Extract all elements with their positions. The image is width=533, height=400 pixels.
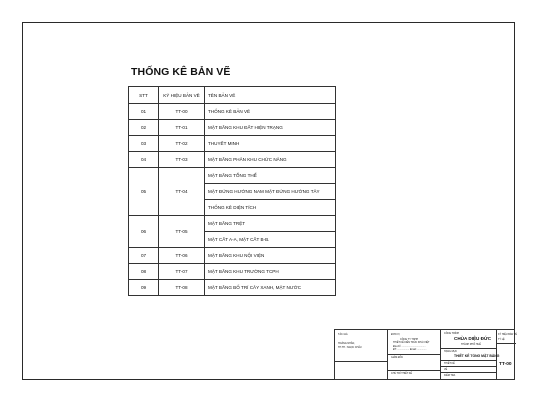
cell-stt: 06 xyxy=(129,216,159,248)
cell-drawing-name: THỐNG KÊ DIỆN TÍCH xyxy=(205,200,336,216)
header-drawing-name: TÊN BẢN VẼ xyxy=(205,87,336,104)
table-row xyxy=(129,120,336,136)
phase-label: HẠNG MỤC xyxy=(444,350,458,353)
cell-drawing-code: TT-02 xyxy=(159,136,205,152)
cell-drawing-name: MẶT ĐỨNG HƯỚNG NAM MẶT ĐỨNG HƯỚNG TÂY xyxy=(205,184,336,200)
title-block xyxy=(334,329,515,380)
phase-name: THIẾT KẾ TỔNG MẶT BẰNG xyxy=(454,354,500,358)
project-location: THÀNH PHỐ HUẾ xyxy=(461,343,481,346)
company-name-1: CÔNG TY TNHH xyxy=(400,338,419,341)
table-row xyxy=(129,264,336,280)
cell-stt: 02 xyxy=(129,120,159,136)
cell-drawing-name: MẶT BẰNG BỐ TRÍ CÂY XANH, MẶT NƯỚC xyxy=(205,280,336,296)
cell-stt: 01 xyxy=(129,104,159,120)
cell-drawing-name: MẶT BẰNG KHU ĐẤT HIỆN TRẠNG xyxy=(205,120,336,136)
title-block-company-col xyxy=(388,330,441,379)
cell-stt: 03 xyxy=(129,136,159,152)
drawing-code-label: KÝ HIỆU BẢN VẼ xyxy=(498,333,517,336)
project-label: CÔNG TRÌNH xyxy=(444,332,460,335)
table-header-row xyxy=(129,87,336,104)
cell-stt: 05 xyxy=(129,168,159,216)
cell-drawing-code: TT-08 xyxy=(159,280,205,296)
project-name: CHÙA DIỆU ĐỨC xyxy=(454,336,492,341)
page-title: THỐNG KÊ BẢN VẼ xyxy=(131,66,231,78)
cell-drawing-name: THUYẾT MINH xyxy=(205,136,336,152)
drawing-index-table xyxy=(128,86,336,296)
cell-stt: 07 xyxy=(129,248,159,264)
drawing-code: TT-00 xyxy=(499,362,512,367)
cell-drawing-name: THỐNG KÊ BẢN VẼ xyxy=(205,104,336,120)
cell-drawing-code: TT-03 xyxy=(159,152,205,168)
design-row-label: THIẾT KẾ xyxy=(444,362,455,365)
table-row xyxy=(129,104,336,120)
title-block-project-col xyxy=(441,330,500,379)
cell-drawing-name: MẶT BẰNG KHU NỘI VIỆN xyxy=(205,248,336,264)
tb-divider xyxy=(441,372,496,373)
cell-drawing-code: TT-00 xyxy=(159,104,205,120)
tb-divider xyxy=(388,354,440,355)
table-row xyxy=(129,152,336,168)
table-row xyxy=(129,248,336,264)
tb-divider xyxy=(335,361,387,362)
author-name-1: HOÀNG NHÂN, xyxy=(338,342,355,345)
table-row xyxy=(129,168,336,184)
cell-stt: 09 xyxy=(129,280,159,296)
cell-stt: 08 xyxy=(129,264,159,280)
cell-drawing-name: MẶT BẰNG TRỆT xyxy=(205,216,336,232)
tb-divider xyxy=(441,366,496,367)
cell-drawing-code: TT-05 xyxy=(159,216,205,248)
check-row-label: KIỂM TRA xyxy=(444,374,456,377)
cell-drawing-code: TT-07 xyxy=(159,264,205,280)
company-info-1: Địa chỉ: .................................... xyxy=(393,345,426,348)
author-name-2: TH.TH.: NGỌC CHÂU xyxy=(338,346,362,349)
table-row xyxy=(129,216,336,232)
header-drawing-code: KÝ HIỆU BẢN VẼ xyxy=(159,87,205,104)
cell-drawing-name: MẶT CẮT A-A, MẶT CẮT B-B. xyxy=(205,232,336,248)
tb-divider xyxy=(388,370,440,371)
cell-drawing-code: TT-04 xyxy=(159,168,205,216)
company-label: ĐƠN VỊ xyxy=(391,333,400,336)
tb-divider xyxy=(497,343,516,344)
title-block-author-col xyxy=(335,330,388,379)
header-stt: STT xyxy=(129,87,159,104)
table-row xyxy=(129,280,336,296)
cell-drawing-code: TT-06 xyxy=(159,248,205,264)
author-label: TÁC GIẢ xyxy=(338,333,348,336)
tb-divider xyxy=(441,348,496,349)
table-row xyxy=(129,136,336,152)
cell-drawing-name: MẶT BẰNG TỔNG THỂ xyxy=(205,168,336,184)
cell-stt: 04 xyxy=(129,152,159,168)
draw-row-label: VẼ xyxy=(444,368,448,371)
tb-divider xyxy=(441,360,496,361)
chief-designer-label: CHỦ TRÌ THIẾT KẾ xyxy=(391,372,412,375)
company-info-2: ĐT: .................. Email: .............. xyxy=(393,348,427,351)
cell-drawing-name: MẶT BẰNG KHU TRƯỜNG TCPH xyxy=(205,264,336,280)
cell-drawing-code: TT-01 xyxy=(159,120,205,136)
company-name-2: THIẾT KẾ KIẾN TRÚC KHẢI VIỆT xyxy=(393,341,430,344)
director-label: GIÁM ĐỐC xyxy=(391,356,404,359)
cell-drawing-name: MẶT BẰNG PHÂN KHU CHỨC NĂNG xyxy=(205,152,336,168)
scale-label: TỶ LỆ xyxy=(498,338,505,341)
title-block-code-col xyxy=(497,330,516,379)
